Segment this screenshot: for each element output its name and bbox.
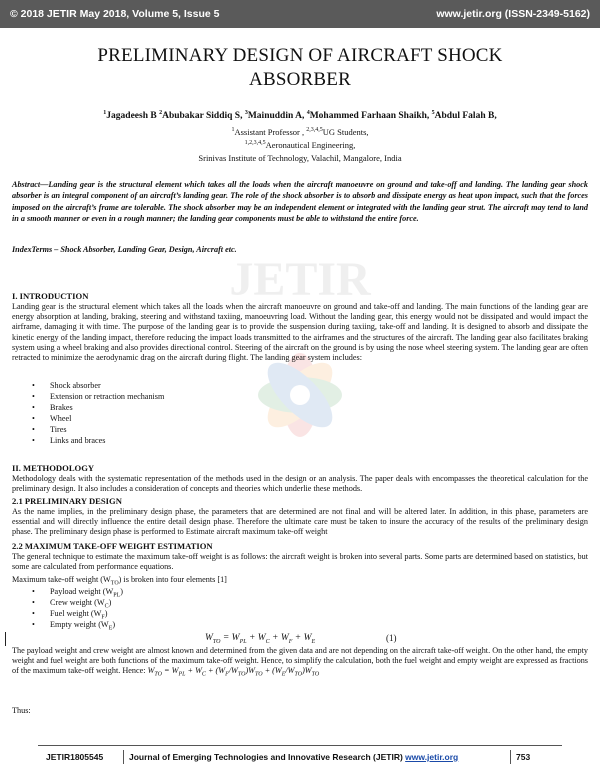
- index-terms: IndexTerms – Shock Absorber, Landing Gear, Design, Aircraft etc.: [12, 245, 237, 254]
- watermark-text: JETIR: [229, 255, 371, 306]
- weight-sub: PL: [113, 592, 121, 599]
- weight-end: ): [108, 598, 112, 607]
- author-list: [0, 111, 600, 121]
- list-item: [24, 619, 123, 630]
- equation-1: $W_{TO} = W_{PL} + W_C + W_F + W_E$: [205, 633, 316, 645]
- mtow-paragraph-2: [12, 646, 588, 677]
- inline-equation: $W_{TO} = W_{PL} + W_C + (W_F/W_{TO})W_{TO} + (W_E/W_{TO})W_{TO}$: [147, 666, 320, 679]
- mtow-sub: TO: [110, 580, 119, 587]
- journal-header-bar: [0, 0, 600, 28]
- header-issue-info: © 2018 JETIR May 2018, Volume 5, Issue 5: [10, 8, 220, 20]
- author-sup: 1: [103, 109, 107, 116]
- list-item: • Links and braces: [24, 435, 164, 446]
- affiliations: [0, 126, 600, 165]
- title-line-1: PRELIMINARY DESIGN OF AIRCRAFT SHOCK: [97, 45, 503, 66]
- page-footer: [38, 750, 562, 766]
- affil-role-2: UG Students,: [322, 127, 369, 137]
- author-3: Mainuddin A,: [247, 111, 305, 121]
- author-4: Mohammed Farhaan Shaikh,: [309, 111, 430, 121]
- author-sup: 2: [159, 109, 163, 116]
- list-item: • Shock absorber: [24, 380, 164, 391]
- mtow-paragraph: The general technique to estimate the maximum take-off weight is as follows: the aircraft weight is broken into several parts. Some parts are determined based on statistics, but some are calculated from performance equations.: [12, 552, 588, 572]
- weight-label: Fuel weight (W: [50, 609, 102, 618]
- equation-number: (1): [386, 633, 397, 643]
- affiliation-line-2: [0, 139, 600, 152]
- landing-gear-components-list: [24, 380, 164, 446]
- footer-divider: [510, 750, 511, 764]
- affiliation-line-3: Srinivas Institute of Technology, Valachil, Mangalore, India: [198, 153, 402, 163]
- author-sup: 3: [244, 109, 248, 116]
- weight-sub: F: [101, 614, 105, 621]
- affil-department: Aeronautical Engineering,: [265, 140, 356, 150]
- affil-sup: 1,2,3,4,5: [244, 140, 266, 147]
- title-line-2: ABSORBER: [249, 69, 351, 90]
- weight-label: Empty weight (W: [50, 620, 109, 629]
- mtow-paragraph-2-text: The payload weight and crew weight are almost known and determined from the given data and are not depending on the aircraft take-off weight. On the other hand, the empty weight and fuel weight are both functions of the maximum take-off weight. Hence, to simplify the calculation, both the fuel weight and empty weight are expressed as fractions of the maximum take-off weight. Hence:: [12, 646, 588, 676]
- weight-end: ): [104, 609, 108, 618]
- list-item: • Wheel: [24, 413, 164, 424]
- author-5: Abdul Falah B,: [434, 111, 497, 121]
- jetir-watermark-logo: [200, 255, 400, 485]
- list-item: • Extension or retraction mechanism: [24, 391, 164, 402]
- methodology-paragraph: Methodology deals with the systematic representation of the methods used in the design or an analysis. The paper deals with encompasses the theoretical calculation for the preliminary design. It also includes a consideration of concepts and theories which underlie these methods.: [12, 474, 588, 494]
- page-number: 753: [516, 752, 531, 762]
- intro-paragraph: Landing gear is the structural element which takes all the loads when the aircraft manoeuvre on ground and take-off and landing. The main functions of the landing gear are energy absorption at landing, braking, steering and withstand taxiing, manoeuvring load. Without the landing gear, this energy would not be dissipated and would impact the airframe, damaging it with time. The purpose of the landing gear is to provide the suspension during taxiing, take-off and landing. It is designed to absorb and dissipate the kinetic energy of the landing impact, therefore reducing the impact loads transmitted to the airframes and the structures of the aircraft. The landing gear also facilitates braking system using a wheel braking and also provides directional control. Steering of the aircraft on the ground is by using the nose wheel steering system. The landing gear are often retracted to minimize the aerodynamic drag on the aircraft during flight. The landing gear system includes:: [12, 302, 588, 363]
- mtow-breakdown-text: Maximum take-off weight (W: [12, 575, 111, 584]
- mtow-breakdown-line: [12, 575, 588, 585]
- author-1: Jagadeesh B: [106, 111, 157, 121]
- footer-paper-id: JETIR1805545: [46, 752, 104, 762]
- weight-sub: E: [108, 625, 113, 632]
- affil-role-1: Assistant Professor ,: [234, 127, 305, 137]
- abstract: Abstract—Landing gear is the structural element which takes all the loads when the aircraft manoeuvre on ground and take-off and landing. The landing gear shock absorber is an integral component of an aircraft’s landing gear. The role of the shock absorber is to absorb and dissipate energy as heat upon impact, such that the forces imposed on the aircraft’s frame are tolerable. The shock absorber may be an independent element or integrated with the landing gear strut. The aircraft may tend to land in a smooth manner or even in a rough manner; the landing gear components must be able to withstand the entire force.: [12, 180, 588, 224]
- weight-label: Payload weight (W: [50, 587, 114, 596]
- affil-sup: 1: [231, 127, 235, 134]
- footer-rule: [38, 745, 562, 746]
- footer-divider: [123, 750, 124, 764]
- footer-journal: [129, 752, 458, 762]
- author-2: Abubakar Siddiq S,: [162, 111, 243, 121]
- list-item: [24, 586, 123, 597]
- preliminary-design-heading: 2.1 PRELIMINARY DESIGN: [12, 496, 122, 506]
- weight-elements-list: [24, 586, 123, 630]
- affiliation-line-1: [0, 126, 600, 139]
- weight-label: Crew weight (W: [50, 598, 105, 607]
- list-item: [24, 608, 123, 619]
- intro-heading: I. INTRODUCTION: [12, 291, 89, 301]
- list-item: • Brakes: [24, 402, 164, 413]
- footer-website-link[interactable]: www.jetir.org: [405, 752, 459, 762]
- mtow-breakdown-text-end: ) is broken into four elements [1]: [118, 575, 227, 584]
- list-item: • Tires: [24, 424, 164, 435]
- weight-end: ): [112, 620, 116, 629]
- preliminary-design-paragraph: As the name implies, in the preliminary design phase, the parameters that are determined are not final and will be altered later. In addition, in this phase, parameters are essential and will directly influence the entire detail design phase. Therefore the ultimate care must be taken to insure the accuracy of the results of the preliminary design phase. The preliminary design phase is performed to Estimate aircraft maximum take-off weight: [12, 507, 588, 537]
- weight-end: ): [120, 587, 123, 596]
- header-website[interactable]: www.jetir.org (ISSN-2349-5162): [436, 8, 590, 20]
- mtow-heading: 2.2 MAXIMUM TAKE-OFF WEIGHT ESTIMATION: [12, 541, 213, 551]
- change-bar: [5, 632, 6, 646]
- paper-title: [0, 44, 600, 92]
- author-sup: 4: [306, 109, 310, 116]
- author-sup: 5: [431, 109, 435, 116]
- footer-journal-name: Journal of Emerging Technologies and Innovative Research (JETIR): [129, 752, 403, 762]
- thus-label: Thus:: [12, 706, 31, 715]
- methodology-heading: II. METHODOLOGY: [12, 463, 95, 473]
- weight-sub: C: [104, 603, 109, 610]
- list-item: [24, 597, 123, 608]
- affil-sup: 2,3,4,5: [306, 127, 323, 134]
